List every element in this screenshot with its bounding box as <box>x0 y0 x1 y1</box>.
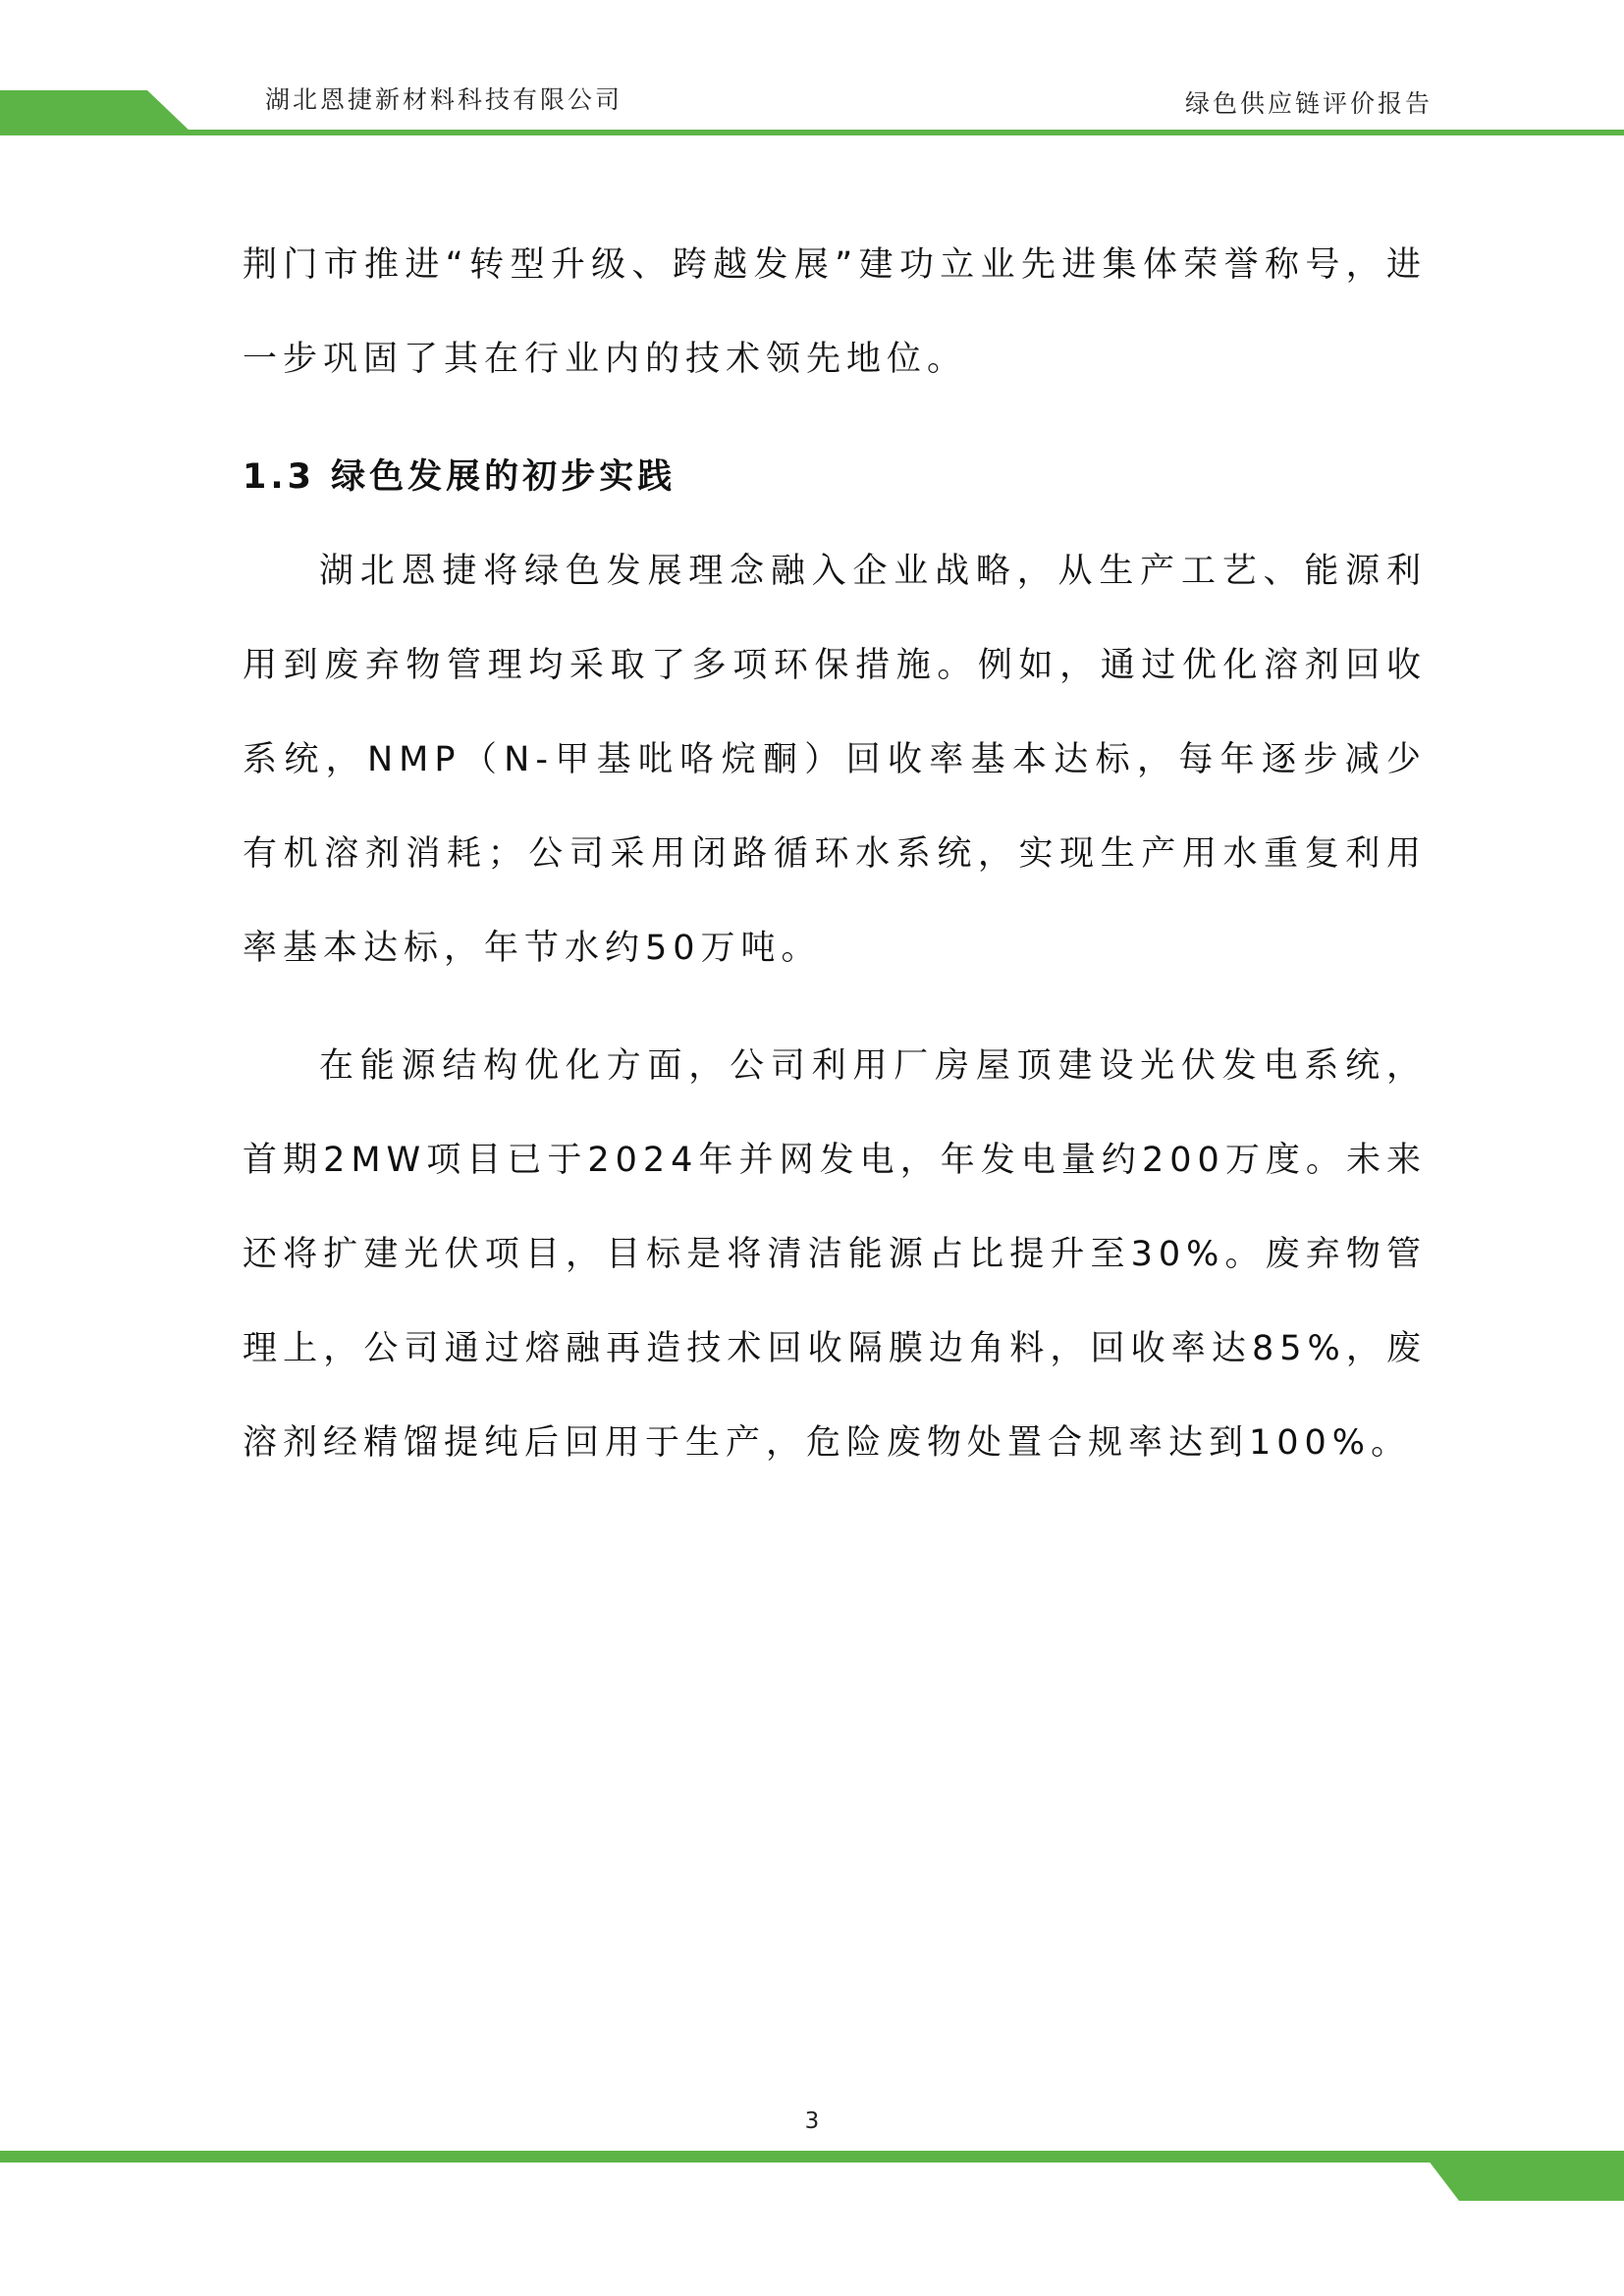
page-number: 3 <box>804 2109 820 2134</box>
paragraph-energy-structure: 在能源结构优化方面，公司利用厂房屋顶建设光伏发电系统，首期2MW项目已于2024年并网发电，年发电量约200万度。未来还将扩建光伏项目，目标是将清洁能源占比提升至30%。废弃物管理上，公司通过熔融再造技术回收隔膜边角料，回收率达85%，废溶剂经精馏提纯后回用于生产，危险废物处置合规率达到100%。 <box>243 1046 1427 1463</box>
page-content <box>243 218 1427 1490</box>
intro-paragraph: 荆门市推进“转型升级、跨越发展”建功立业先进集体荣誉称号，进一步巩固了其在行业内的技术领先地位。 <box>243 245 1427 379</box>
footer-divider <box>0 2151 1624 2163</box>
header-company-name: 湖北恩捷新材料科技有限公司 <box>265 85 623 114</box>
header-report-title: 绿色供应链评价报告 <box>1184 89 1433 118</box>
paragraph-green-practice: 湖北恩捷将绿色发展理念融入企业战略，从生产工艺、能源利用到废弃物管理均采取了多项环保措施。例如，通过优化溶剂回收系统，NMP（N-甲基吡咯烷酮）回收率基本达标，每年逐步减少有机溶剂消耗；公司采用闭路循环水系统，实现生产用水重复利用率基本达标，年节水约50万吨。 <box>243 552 1427 968</box>
section-heading: 1.3 绿色发展的初步实践 <box>243 457 677 497</box>
header-divider <box>0 130 1624 135</box>
footer-green-tab <box>1428 2160 1624 2201</box>
header-green-tab <box>0 90 191 133</box>
